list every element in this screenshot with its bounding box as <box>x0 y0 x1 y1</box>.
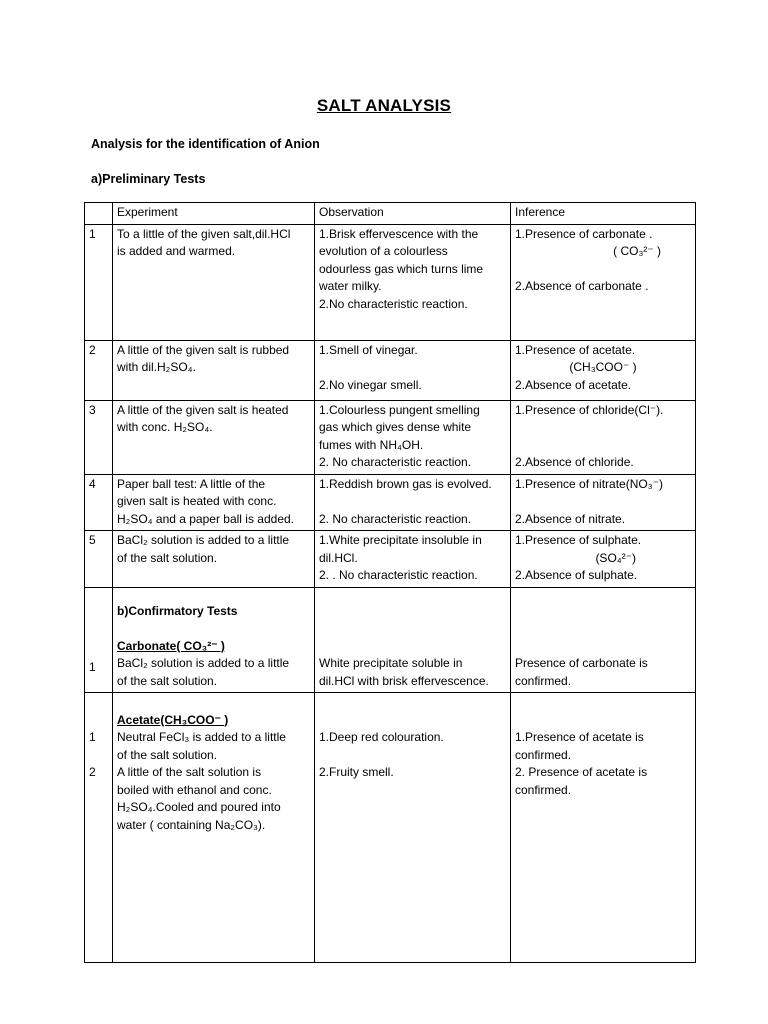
section-heading-preliminary: a)Preliminary Tests <box>91 172 206 186</box>
observation-line: 1.White precipitate insoluble in <box>319 533 482 547</box>
observation-line: 2.No characteristic reaction. <box>319 296 468 311</box>
table-row <box>85 400 696 474</box>
inference-line: confirmed. <box>515 747 572 762</box>
experiment-line: of the salt solution. <box>117 747 218 762</box>
observation-cell <box>315 693 511 963</box>
inference-cell <box>511 224 696 340</box>
section-heading-confirmatory: b)Confirmatory Tests <box>117 603 238 618</box>
analysis-table <box>84 202 696 963</box>
inference-line: 2.Absence of nitrate. <box>515 511 626 526</box>
experiment-line: is added and warmed. <box>117 244 236 258</box>
experiment-cell <box>113 531 315 588</box>
observation-cell <box>315 400 511 474</box>
table-row <box>85 531 696 588</box>
observation-line: water milky. <box>319 279 382 293</box>
table-row <box>85 474 696 531</box>
inference-cell <box>511 693 696 963</box>
row-number: 1 <box>89 659 96 674</box>
experiment-cell <box>113 400 315 474</box>
experiment-line: To a little of the given salt,dil.HCl <box>117 226 291 241</box>
observation-line: 2.Fruity smell. <box>319 765 394 779</box>
inference-line: 1.Presence of chloride(Cl⁻). <box>515 402 664 417</box>
inference-line: 1.Presence of acetate is <box>515 730 644 744</box>
inference-line: 2.Absence of acetate. <box>515 377 632 392</box>
experiment-line: A little of the given salt is heated <box>117 402 289 417</box>
table-row <box>85 340 696 400</box>
observation-line: 1.Brisk effervescence with the <box>319 226 479 241</box>
row-number: 3 <box>85 400 113 474</box>
observation-line: dil.HCl with brisk effervescence. <box>319 673 489 688</box>
table-row-confirmatory-acetate <box>85 693 696 963</box>
observation-line: 2. No characteristic reaction. <box>319 511 472 526</box>
row-number: 2 <box>85 340 113 400</box>
observation-line: dil.HCl. <box>319 550 358 565</box>
observation-line: 1.Colourless pungent smelling <box>319 402 480 417</box>
experiment-cell <box>113 474 315 531</box>
row-number: 1 <box>89 730 96 744</box>
inference-line: confirmed. <box>515 673 572 688</box>
observation-line: evolution of a colourless <box>319 244 448 258</box>
experiment-cell <box>113 693 315 963</box>
inference-line: 2.Absence of chloride. <box>515 455 634 469</box>
experiment-line: A little of the given salt is rubbed <box>117 342 290 357</box>
experiment-line: water ( containing Na₂CO₃). <box>117 817 266 832</box>
observation-cell <box>315 474 511 531</box>
experiment-line: H₂SO₄ and a paper ball is added. <box>117 511 294 526</box>
table-row-confirmatory-carbonate <box>85 587 696 693</box>
observation-line: White precipitate soluble in <box>319 656 463 670</box>
inference-formula: (CH₃COO⁻ ) <box>569 360 637 374</box>
experiment-line: H₂SO₄.Cooled and poured into <box>117 800 281 814</box>
experiment-line: Neutral FeCl₃ is added to a little <box>117 730 286 744</box>
experiment-cell <box>113 340 315 400</box>
row-number-cell <box>85 693 113 963</box>
row-number: 5 <box>85 531 113 588</box>
observation-line: 1.Smell of vinegar. <box>319 342 418 357</box>
page-title: SALT ANALYSIS <box>316 96 452 115</box>
carbonate-heading: Carbonate( CO₃²⁻ ) <box>117 638 225 653</box>
inference-line: 2.Absence of carbonate . <box>515 279 649 293</box>
row-number: 1 <box>85 224 113 340</box>
inference-cell <box>511 400 696 474</box>
experiment-line: BaCl₂ solution is added to a little <box>117 656 290 670</box>
inference-line: Presence of carbonate is <box>515 656 648 670</box>
experiment-line: with dil.H₂SO₄. <box>117 360 196 374</box>
observation-cell <box>315 587 511 693</box>
inference-line: 1.Presence of carbonate . <box>515 226 653 241</box>
inference-cell <box>511 531 696 588</box>
experiment-line: BaCl₂ solution is added to a little <box>117 533 290 547</box>
observation-line: 2.No vinegar smell. <box>319 377 422 392</box>
acetate-heading: Acetate(CH₃COO⁻ ) <box>117 712 229 727</box>
observation-cell <box>315 224 511 340</box>
experiment-line: Paper ball test: A little of the <box>117 476 266 491</box>
row-number: 2 <box>89 765 96 779</box>
observation-line: 1.Deep red colouration. <box>319 730 444 744</box>
header-inference: Inference <box>511 203 696 225</box>
header-experiment: Experiment <box>113 203 315 225</box>
experiment-line: of the salt solution. <box>117 550 218 565</box>
row-number: 4 <box>85 474 113 531</box>
inference-line: 2. Presence of acetate is <box>515 765 648 779</box>
experiment-line: A little of the salt solution is <box>117 765 262 779</box>
inference-cell <box>511 474 696 531</box>
observation-line: 2. No characteristic reaction. <box>319 455 472 469</box>
observation-line: fumes with NH₄OH. <box>319 437 424 452</box>
header-observation: Observation <box>315 203 511 225</box>
inference-cell <box>511 340 696 400</box>
inference-line: 1.Presence of nitrate(NO₃⁻) <box>515 476 663 491</box>
row-number-cell <box>85 587 113 693</box>
experiment-cell <box>113 587 315 693</box>
inference-formula: (SO₄²⁻) <box>595 550 636 565</box>
observation-cell <box>315 531 511 588</box>
inference-line: 1.Presence of sulphate. <box>515 533 642 547</box>
subtitle: Analysis for the identification of Anion <box>91 137 320 151</box>
inference-cell <box>511 587 696 693</box>
observation-line: gas which gives dense white <box>319 420 472 434</box>
experiment-line: with conc. H₂SO₄. <box>117 420 213 434</box>
experiment-line: of the salt solution. <box>117 673 218 688</box>
inference-line: 1.Presence of acetate. <box>515 342 636 357</box>
experiment-line: given salt is heated with conc. <box>117 494 277 508</box>
inference-formula: ( CO₃²⁻ ) <box>613 244 661 258</box>
observation-line: 2. . No characteristic reaction. <box>319 568 478 582</box>
observation-line: 1.Reddish brown gas is evolved. <box>319 476 492 491</box>
experiment-line: boiled with ethanol and conc. <box>117 782 272 797</box>
observation-cell <box>315 340 511 400</box>
inference-line: 2.Absence of sulphate. <box>515 568 638 582</box>
table-header-row <box>85 203 696 225</box>
inference-line: confirmed. <box>515 782 572 797</box>
observation-line: odourless gas which turns lime <box>319 261 484 276</box>
table-row <box>85 224 696 340</box>
experiment-cell <box>113 224 315 340</box>
